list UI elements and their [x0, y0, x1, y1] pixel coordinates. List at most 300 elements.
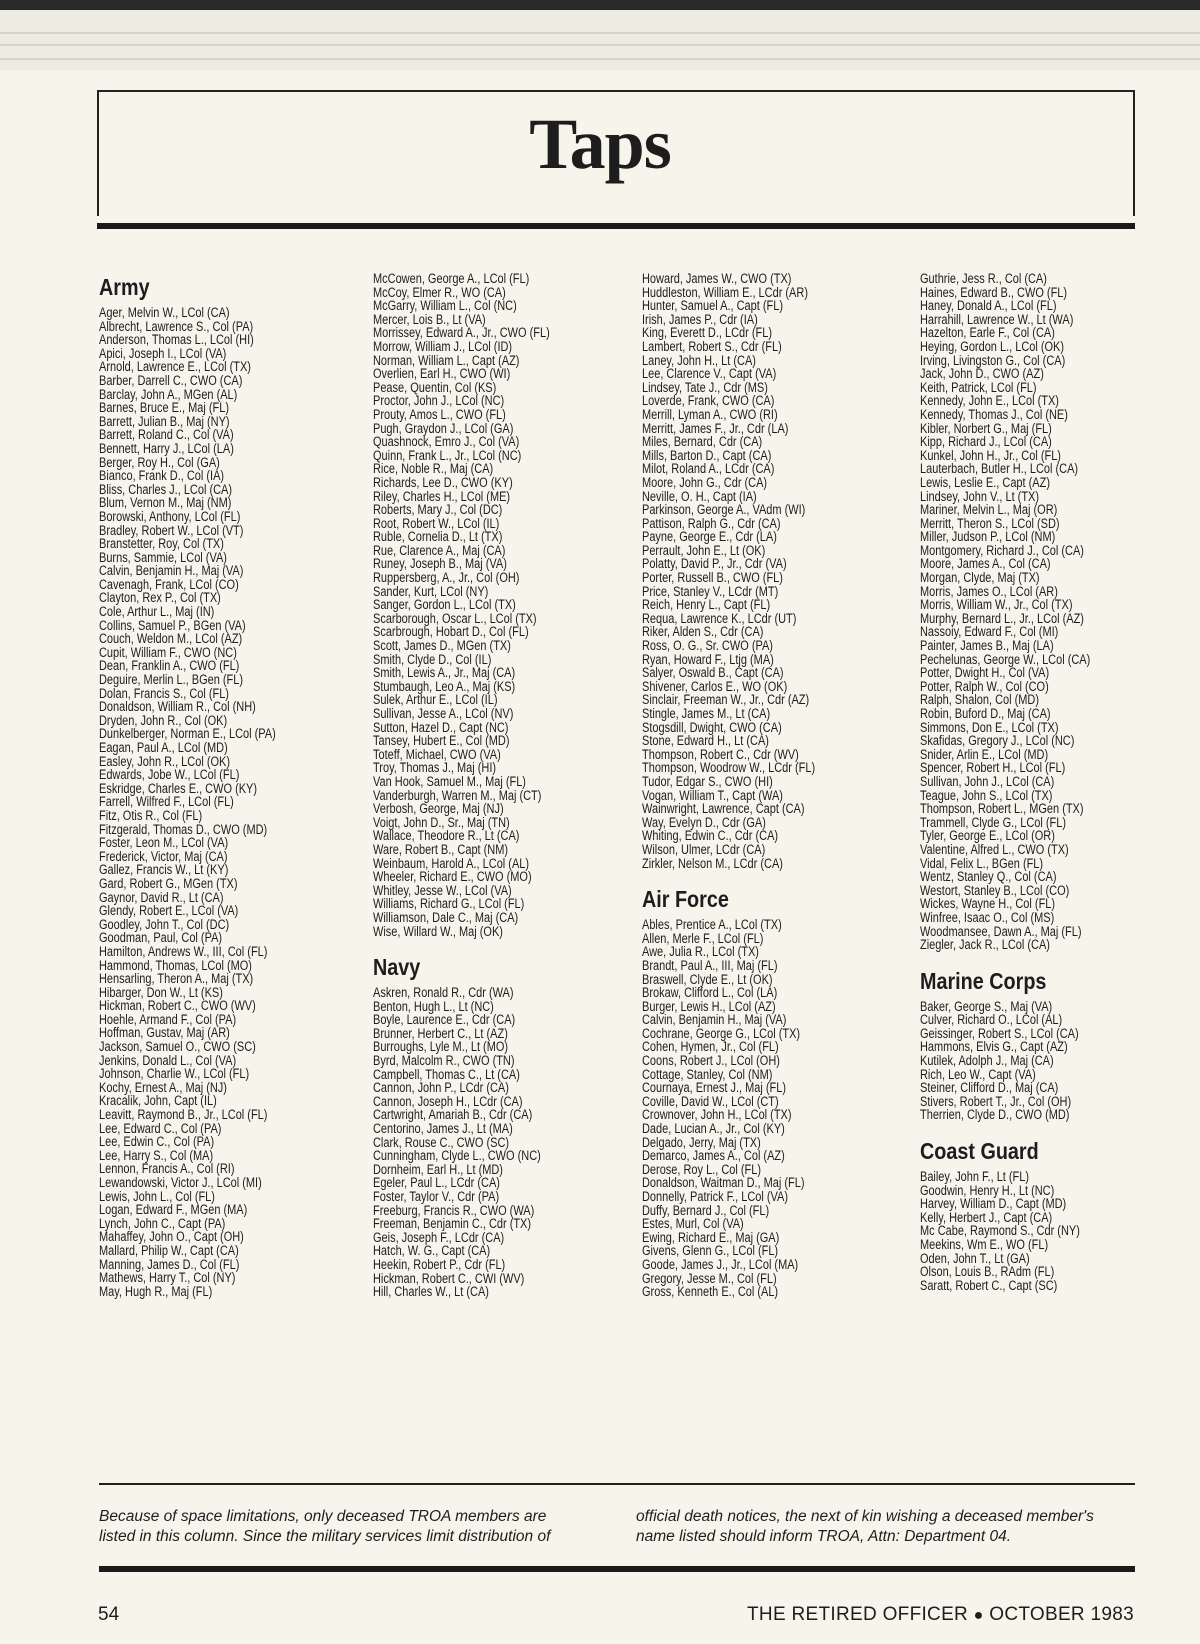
list-item: Dade, Lucian A., Jr., Col (KY)	[642, 1121, 785, 1137]
list-item: Harvey, William D., Capt (MD)	[920, 1196, 1067, 1212]
list-item: Meekins, Wm E., WO (FL)	[920, 1237, 1049, 1252]
list-item: Burger, Lewis H., LCol (AZ)	[642, 998, 776, 1014]
list-item: Ruppersberg, A., Jr., Col (OH)	[373, 570, 520, 586]
list-item: Porter, Russell B., CWO (FL)	[642, 570, 783, 586]
list-item: Eagan, Paul A., LCol (MD)	[99, 740, 228, 755]
list-item: Tyler, George E., LCol (OR)	[920, 828, 1055, 844]
list-item: Polatty, David P., Jr., Cdr (VA)	[642, 556, 787, 572]
list-item: Morrissey, Edward A., Jr., CWO (FL)	[373, 325, 550, 341]
list-item: Gard, Robert G., MGen (TX)	[99, 875, 238, 891]
list-item: Haney, Donald A., LCol (FL)	[920, 298, 1057, 314]
list-item: Cartwright, Amariah B., Cdr (CA)	[373, 1107, 533, 1123]
air-force-list-part-2	[920, 272, 1175, 952]
page-number: 54	[98, 1604, 120, 1625]
page-title: Taps	[529, 104, 671, 184]
list-item: Frederick, Victor, Maj (CA)	[99, 848, 228, 864]
bullet-separator: ●	[973, 1607, 984, 1624]
list-item: Stingle, James M., Lt (CA)	[642, 706, 771, 721]
list-item: Goodman, Paul, Col (PA)	[99, 930, 223, 946]
list-item: Cohen, Hymen, Jr., Col (FL)	[642, 1039, 779, 1055]
list-item: McCoy, Elmer R., WO (CA)	[373, 284, 506, 300]
list-item: Hamilton, Andrews W., III, Col (FL)	[99, 943, 268, 959]
list-item: Logan, Edward F., MGen (MA)	[99, 1202, 248, 1218]
list-item: Hibarger, Don W., Lt (KS)	[99, 984, 223, 1000]
list-item: Farrell, Wilfred F., LCol (FL)	[99, 794, 234, 810]
list-item: Cournaya, Ernest J., Maj (FL)	[642, 1080, 787, 1096]
list-item: Lee, Harry S., Col (MA)	[99, 1147, 214, 1163]
list-item: Scott, James D., MGen (TX)	[373, 638, 511, 654]
section-heading-coast-guard: Coast Guard	[920, 1138, 1039, 1165]
list-item: McCowen, George A., LCol (FL)	[373, 271, 530, 286]
list-item: Coons, Robert J., LCol (OH)	[642, 1053, 780, 1069]
list-item: Dornheim, Earl H., Lt (MD)	[373, 1161, 503, 1177]
issue-date: OCTOBER 1983	[989, 1604, 1134, 1625]
list-item: Cole, Arthur L., Maj (IN)	[99, 604, 215, 620]
list-item: Hoehle, Armand F., Col (PA)	[99, 1011, 237, 1027]
list-item: Kochy, Ernest A., Maj (NJ)	[99, 1079, 227, 1095]
list-item: Voigt, John D., Sr., Maj (TN)	[373, 814, 510, 830]
list-item: Painter, James B., Maj (LA)	[920, 638, 1054, 654]
list-item: Clayton, Rex P., Col (TX)	[99, 590, 221, 606]
list-item: Saratt, Robert C., Capt (SC)	[920, 1277, 1058, 1293]
list-item: Thompson, Woodrow W., LCdr (FL)	[642, 760, 816, 776]
list-item: Pease, Quentin, Col (KS)	[373, 379, 497, 395]
list-item: Deguire, Merlin L., BGen (FL)	[99, 672, 244, 688]
list-item: Anderson, Thomas L., LCol (HI)	[99, 332, 254, 348]
list-item: Teague, John S., LCol (TX)	[920, 787, 1053, 803]
list-item: Jackson, Samuel O., CWO (SC)	[99, 1039, 256, 1055]
footnote-right-line-1: official death notices, the next of kin wishing a deceased member's	[636, 1508, 1094, 1525]
list-item: Lindsey, John V., Lt (TX)	[920, 488, 1040, 504]
list-item: Runey, Joseph B., Maj (VA)	[373, 556, 507, 572]
list-item: Steiner, Clifford D., Maj (CA)	[920, 1080, 1059, 1096]
list-item: Lennon, Francis A., Col (RI)	[99, 1161, 235, 1177]
list-item: Neville, O. H., Capt (IA)	[642, 488, 757, 504]
section-gap	[920, 952, 1175, 966]
list-item: Nassoiy, Edward F., Col (MI)	[920, 624, 1059, 640]
list-item: Mahaffey, John O., Capt (OH)	[99, 1229, 244, 1245]
list-item: Thompson, Robert C., Cdr (WV)	[642, 746, 799, 762]
list-item: Whitley, Jesse W., LCol (VA)	[373, 882, 512, 898]
list-item: Rich, Leo W., Capt (VA)	[920, 1066, 1036, 1082]
list-item: Campbell, Thomas C., Lt (CA)	[373, 1066, 520, 1082]
list-item: Roberts, Mary J., Col (DC)	[373, 502, 503, 518]
section-heading-marine-corps: Marine Corps	[920, 967, 1047, 994]
list-item: Sullivan, John J., LCol (CA)	[920, 773, 1055, 789]
list-item: Snider, Arlin E., LCol (MD)	[920, 746, 1049, 762]
list-item: Braswell, Clyde E., Lt (OK)	[642, 971, 773, 987]
list-item: Cottage, Stanley, Col (NM)	[642, 1066, 773, 1082]
list-item: Vanderburgh, Warren M., Maj (CT)	[373, 787, 542, 803]
list-item: Sander, Kurt, LCol (NY)	[373, 583, 489, 599]
list-item: Weinbaum, Harold A., LCol (AL)	[373, 855, 530, 871]
footnote-right	[636, 1507, 1131, 1547]
column-4	[920, 272, 1175, 1292]
list-item: Egeler, Paul L., LCdr (CA)	[373, 1175, 500, 1191]
list-item: Payne, George E., Cdr (LA)	[642, 529, 777, 545]
list-item: Whiting, Edwin C., Cdr (CA)	[642, 828, 779, 844]
list-item: Burns, Sammie, LCol (VA)	[99, 549, 227, 565]
list-item: Derose, Roy L., Col (FL)	[642, 1161, 761, 1177]
list-item: Lewandowski, Victor J., LCol (MI)	[99, 1175, 262, 1190]
list-item: Huddleston, William E., LCdr (AR)	[642, 284, 808, 300]
list-item: Tudor, Edgar S., CWO (HI)	[642, 773, 773, 789]
list-item: Vogan, William T., Capt (WA)	[642, 787, 783, 803]
list-item: Merritt, James F., Jr., Cdr (LA)	[642, 420, 789, 436]
list-item: Mercer, Lois B., Lt (VA)	[373, 311, 486, 327]
list-item: Brandt, Paul A., III, Maj (FL)	[642, 957, 778, 973]
list-item: Brokaw, Clifford L., Col (LA)	[642, 985, 778, 1001]
list-item: Ewing, Richard E., Maj (GA)	[642, 1229, 780, 1245]
list-item: Bliss, Charles J., LCol (CA)	[99, 481, 233, 497]
coast-guard-list	[920, 1170, 1175, 1292]
list-item: Prouty, Amos L., CWO (FL)	[373, 406, 506, 422]
list-item: Proctor, John J., LCol (NC)	[373, 393, 505, 409]
list-item: Morris, William W., Jr., Col (TX)	[920, 597, 1073, 613]
list-item: Easley, John R., LCol (OK)	[99, 753, 231, 769]
list-item: King, Everett D., LCdr (FL)	[642, 325, 772, 341]
list-item: Gaynor, David R., Lt (CA)	[99, 889, 224, 905]
list-item: Salyer, Oswald B., Capt (CA)	[642, 665, 784, 681]
list-item: Lee, Edward C., Col (PA)	[99, 1120, 222, 1136]
list-item: Irish, James P., Cdr (IA)	[642, 311, 758, 327]
list-item: Ware, Robert B., Capt (NM)	[373, 841, 509, 857]
list-item: Hatch, W. G., Capt (CA)	[373, 1243, 491, 1259]
list-item: Geissinger, Robert S., LCol (CA)	[920, 1025, 1079, 1041]
list-item: Blum, Vernon M., Maj (NM)	[99, 495, 232, 511]
list-item: Smith, Lewis A., Jr., Maj (CA)	[373, 665, 516, 681]
list-item: Spencer, Robert H., LCol (FL)	[920, 760, 1066, 776]
list-item: Heekin, Robert P., Cdr (FL)	[373, 1256, 506, 1272]
list-item: Pugh, Graydon J., LCol (GA)	[373, 420, 514, 436]
list-item: Kracalik, John, Capt (IL)	[99, 1093, 217, 1109]
list-item: Duffy, Bernard J., Col (FL)	[642, 1202, 770, 1218]
list-item: Freeman, Benjamin C., Cdr (TX)	[373, 1216, 532, 1232]
list-item: Lee, Clarence V., Capt (VA)	[642, 366, 777, 382]
list-item: Leavitt, Raymond B., Jr., LCol (FL)	[99, 1107, 268, 1123]
list-item: Barrett, Julian B., Maj (NY)	[99, 413, 230, 429]
list-item: Donaldson, Waitman D., Maj (FL)	[642, 1175, 805, 1191]
list-item: Montgomery, Richard J., Col (CA)	[920, 542, 1084, 558]
list-item: Foster, Leon M., LCol (VA)	[99, 835, 229, 851]
list-item: Cavenagh, Frank, LCol (CO)	[99, 576, 239, 592]
army-list-part-1	[99, 306, 354, 1298]
list-item: Brunner, Herbert C., Lt (AZ)	[373, 1025, 508, 1041]
list-item: Sulek, Arthur E., LCol (IL)	[373, 692, 498, 708]
list-item: Wilson, Ulmer, LCdr (CA)	[642, 841, 766, 857]
list-item: Kennedy, John E., LCol (TX)	[920, 393, 1059, 409]
navy-list-part-1	[373, 986, 628, 1299]
list-item: Byrd, Malcolm R., CWO (TN)	[373, 1053, 515, 1069]
list-item: May, Hugh R., Maj (FL)	[99, 1283, 213, 1299]
list-item: Lynch, John C., Capt (PA)	[99, 1215, 226, 1231]
list-item: Ziegler, Jack R., LCol (CA)	[920, 937, 1050, 953]
list-item: Glendy, Robert E., LCol (VA)	[99, 903, 239, 919]
list-item: Miller, Judson P., LCol (NM)	[920, 529, 1056, 545]
list-item: Riker, Alden S., Cdr (CA)	[642, 624, 764, 640]
list-item: Reich, Henry L., Capt (FL)	[642, 597, 771, 613]
list-item: Westort, Stanley B., LCol (CO)	[920, 882, 1070, 898]
list-item: Hickman, Robert C., CWO (WV)	[99, 998, 256, 1014]
list-item: Allen, Merle F., LCol (FL)	[642, 930, 764, 946]
list-item: Freeburg, Francis R., CWO (WA)	[373, 1202, 535, 1218]
list-item: Perrault, John E., Lt (OK)	[642, 542, 766, 558]
list-item: Price, Stanley V., LCdr (MT)	[642, 583, 779, 599]
list-item: Cannon, Joseph H., LCdr (CA)	[373, 1093, 523, 1109]
list-item: Oden, John T., Lt (GA)	[920, 1250, 1030, 1266]
list-item: Smith, Clyde D., Col (IL)	[373, 651, 492, 667]
list-item: Zirkler, Nelson M., LCdr (CA)	[642, 855, 783, 871]
list-item: Vidal, Felix L., BGen (FL)	[920, 855, 1044, 871]
list-item: Therrien, Clyde D., CWO (MD)	[920, 1107, 1070, 1123]
list-item: Gregory, Jesse M., Col (FL)	[642, 1270, 777, 1286]
list-item: Stumbaugh, Leo A., Maj (KS)	[373, 678, 516, 694]
list-item: Branstetter, Roy, Col (TX)	[99, 536, 224, 552]
list-item: Ralph, Shalon, Col (MD)	[920, 692, 1040, 708]
column-2	[373, 272, 628, 1299]
list-item: Tansey, Hubert E., Col (MD)	[373, 733, 510, 749]
list-item: Goodwin, Henry H., Lt (NC)	[920, 1182, 1055, 1198]
list-item: Cupit, William F., CWO (NC)	[99, 644, 237, 660]
list-item: Wentz, Stanley Q., Col (CA)	[920, 869, 1057, 885]
list-item: Howard, James W., CWO (TX)	[642, 271, 792, 286]
list-item: Parkinson, George A., VAdm (WI)	[642, 502, 806, 518]
list-item: Verbosh, George, Maj (NJ)	[373, 801, 504, 817]
list-item: Dean, Franklin A., CWO (FL)	[99, 658, 240, 674]
list-item: Murphy, Bernard L., Jr., LCol (AZ)	[920, 610, 1084, 626]
list-item: Pechelunas, George W., LCol (CA)	[920, 651, 1091, 667]
list-item: Mills, Barton D., Capt (CA)	[642, 447, 772, 463]
list-item: Morris, James O., LCol (AR)	[920, 583, 1058, 599]
list-item: Mallard, Philip W., Capt (CA)	[99, 1242, 239, 1258]
list-item: Woodmansee, Dawn A., Maj (FL)	[920, 923, 1082, 939]
section-heading-navy: Navy	[373, 954, 421, 981]
list-item: Ross, O. G., Sr. CWO (PA)	[642, 638, 773, 654]
list-item: Hickman, Robert C., CWI (WV)	[373, 1270, 525, 1286]
list-item: Troy, Thomas J., Maj (HI)	[373, 760, 497, 776]
list-item: Bianco, Frank D., Col (IA)	[99, 468, 225, 484]
list-item: Milot, Roland A., LCdr (CA)	[642, 461, 775, 477]
list-item: Lewis, Leslie E., Capt (AZ)	[920, 474, 1050, 490]
list-item: Calvin, Benjamin H., Maj (VA)	[642, 1012, 787, 1028]
list-item: Barrett, Roland C., Col (VA)	[99, 427, 234, 443]
list-item: Cannon, John P., LCdr (CA)	[373, 1080, 509, 1096]
list-item: Overlien, Earl H., CWO (WI)	[373, 366, 511, 382]
list-item: Shivener, Carlos E., WO (OK)	[642, 678, 788, 694]
list-item: Ruble, Cornelia D., Lt (TX)	[373, 529, 503, 545]
scan-top-shadow	[0, 0, 1200, 10]
scan-streak	[0, 44, 1200, 46]
column-3	[642, 272, 897, 1299]
list-item: Kibler, Norbert G., Maj (FL)	[920, 420, 1052, 436]
list-item: Dunkelberger, Norman E., LCol (PA)	[99, 726, 276, 742]
list-item: Norman, William L., Capt (AZ)	[373, 352, 520, 368]
list-item: Merritt, Theron S., LCol (SD)	[920, 515, 1060, 531]
list-item: Berger, Roy H., Col (GA)	[99, 454, 220, 470]
list-item: Sinclair, Freeman W., Jr., Cdr (AZ)	[642, 692, 810, 708]
list-item: Quinn, Frank L., Jr., LCol (NC)	[373, 447, 522, 463]
footnote-rule-bottom	[99, 1566, 1135, 1572]
publication-name: THE RETIRED OFFICER	[747, 1604, 969, 1625]
army-list-part-2	[373, 272, 628, 938]
list-item: Hammond, Thomas, LCol (MO)	[99, 957, 252, 973]
list-item: Way, Evelyn D., Cdr (GA)	[642, 814, 766, 830]
list-item: Ager, Melvin W., LCol (CA)	[99, 305, 230, 320]
list-item: Winfree, Isaac O., Col (MS)	[920, 909, 1055, 925]
list-item: Hammons, Elvis G., Capt (AZ)	[920, 1039, 1068, 1055]
list-item: Moore, James A., Col (CA)	[920, 556, 1051, 572]
list-item: Hoffman, Gustav, Maj (AR)	[99, 1025, 230, 1041]
list-item: Kennedy, Thomas J., Col (NE)	[920, 406, 1068, 422]
list-item: Bailey, John F., Lt (FL)	[920, 1169, 1030, 1185]
list-item: Baker, George S., Maj (VA)	[920, 998, 1053, 1014]
list-item: Van Hook, Samuel M., Maj (FL)	[373, 773, 526, 789]
list-item: Bradley, Robert W., LCol (VT)	[99, 522, 244, 538]
list-item: Sutton, Hazel D., Capt (NC)	[373, 719, 509, 735]
list-item: Potter, Dwight H., Col (VA)	[920, 665, 1050, 681]
list-item: Wise, Willard W., Maj (OK)	[373, 923, 503, 939]
list-item: Root, Robert W., LCol (IL)	[373, 515, 500, 531]
list-item: Merrill, Lyman A., CWO (RI)	[642, 406, 778, 422]
list-item: Collins, Samuel P., BGen (VA)	[99, 617, 246, 633]
list-item: Morrow, William J., LCol (ID)	[373, 338, 513, 354]
list-item: Barclay, John A., MGen (AL)	[99, 386, 238, 402]
list-item: Hensarling, Theron A., Maj (TX)	[99, 971, 254, 987]
list-item: Wheeler, Richard E., CWO (MO)	[373, 869, 532, 885]
section-gap	[642, 870, 897, 884]
list-item: Kipp, Richard J., LCol (CA)	[920, 434, 1052, 450]
list-item: Harrahill, Lawrence W., Lt (WA)	[920, 311, 1074, 327]
air-force-list-part-1	[642, 918, 897, 1299]
list-item: Olson, Louis B., RAdm (FL)	[920, 1264, 1055, 1280]
list-item: Williams, Richard G., LCol (FL)	[373, 896, 525, 912]
list-item: Moore, John G., Cdr (CA)	[642, 474, 768, 490]
navy-list-part-2	[642, 272, 897, 870]
list-item: Kutilek, Adolph J., Maj (CA)	[920, 1053, 1054, 1069]
list-item: Trammell, Clyde G., LCol (FL)	[920, 814, 1067, 830]
marine-corps-list	[920, 1000, 1175, 1122]
list-item: Stone, Edward H., Lt (CA)	[642, 733, 769, 749]
list-item: Keith, Patrick, LCol (FL)	[920, 379, 1037, 395]
list-item: Potter, Ralph W., Col (CO)	[920, 678, 1049, 694]
list-item: Lewis, John L., Col (FL)	[99, 1188, 215, 1204]
list-item: Lee, Edwin C., Col (PA)	[99, 1134, 215, 1150]
list-item: Morgan, Clyde, Maj (TX)	[920, 570, 1040, 586]
list-item: Scarborough, Oscar L., LCol (TX)	[373, 610, 537, 626]
list-item: Demarco, James A., Col (AZ)	[642, 1148, 785, 1164]
running-footer	[747, 1604, 1134, 1626]
list-item: Wallace, Theodore R., Lt (CA)	[373, 828, 520, 844]
scan-streak	[0, 58, 1200, 60]
list-item: Toteff, Michael, CWO (VA)	[373, 746, 501, 762]
section-gap	[373, 938, 628, 952]
list-item: Coville, David W., LCol (CT)	[642, 1093, 779, 1109]
list-item: Guthrie, Jess R., Col (CA)	[920, 271, 1047, 286]
list-item: Richards, Lee D., CWO (KY)	[373, 474, 513, 490]
list-item: Mc Cabe, Raymond S., Cdr (NY)	[920, 1223, 1080, 1239]
list-item: Miles, Bernard, Cdr (CA)	[642, 434, 763, 450]
list-item: Edwards, Jobe W., LCol (FL)	[99, 767, 240, 783]
list-item: Cunningham, Clyde L., CWO (NC)	[373, 1148, 541, 1164]
list-item: Barnes, Bruce E., Maj (FL)	[99, 400, 229, 416]
list-item: Haines, Edward B., CWO (FL)	[920, 284, 1068, 300]
list-item: Kunkel, John H., Jr., Col (FL)	[920, 447, 1061, 463]
list-item: Wickes, Wayne H., Col (FL)	[920, 896, 1056, 912]
list-item: Apici, Joseph I., LCol (VA)	[99, 345, 227, 361]
section-heading-army: Army	[99, 274, 150, 300]
list-item: Simmons, Don E., LCol (TX)	[920, 719, 1059, 735]
list-item: Lambert, Robert S., Cdr (FL)	[642, 338, 782, 354]
list-item: Lindsey, Tate J., Cdr (MS)	[642, 379, 768, 395]
footnote-right-line-2: name listed should inform TROA, Attn: Department 04.	[636, 1528, 1012, 1545]
list-item: Dolan, Francis S., Col (FL)	[99, 685, 229, 701]
list-item: Kelly, Herbert J., Capt (CA)	[920, 1209, 1053, 1225]
list-item: Dryden, John R., Col (OK)	[99, 712, 228, 728]
list-item: Crownover, John H., LCol (TX)	[642, 1107, 792, 1123]
list-item: Rue, Clarence A., Maj (CA)	[373, 542, 506, 558]
list-item: Boyle, Laurence E., Cdr (CA)	[373, 1012, 516, 1028]
list-item: Wainwright, Lawrence, Capt (CA)	[642, 801, 805, 817]
list-item: Jenkins, Donald L., Col (VA)	[99, 1052, 237, 1068]
list-item: Borowski, Anthony, LCol (FL)	[99, 508, 241, 524]
footnote-rule-top	[99, 1483, 1135, 1485]
section-heading-air-force: Air Force	[642, 886, 729, 913]
list-item: Cochrane, George G., LCol (TX)	[642, 1025, 801, 1041]
list-item: Calvin, Benjamin H., Maj (VA)	[99, 563, 244, 579]
list-item: Scarbrough, Hobart D., Col (FL)	[373, 624, 529, 640]
list-item: Robin, Buford D., Maj (CA)	[920, 706, 1051, 721]
list-item: Quashnock, Emro J., Col (VA)	[373, 434, 520, 450]
footnote-left-line-1: Because of space limitations, only deceased TROA members are	[99, 1508, 547, 1525]
list-item: Gallez, Francis W., Lt (KY)	[99, 862, 229, 878]
list-item: Couch, Weldon M., LCol (AZ)	[99, 631, 243, 647]
list-item: Albrecht, Lawrence S., Col (PA)	[99, 318, 254, 334]
list-item: Goode, James J., Jr., LCol (MA)	[642, 1256, 799, 1272]
list-item: Hunter, Samuel A., Capt (FL)	[642, 298, 783, 314]
list-item: Ables, Prentice A., LCol (TX)	[642, 917, 782, 933]
list-item: Stivers, Robert T., Jr., Col (OH)	[920, 1093, 1072, 1109]
list-item: Manning, James D., Col (FL)	[99, 1256, 240, 1272]
footnote-left-line-2: listed in this column. Since the military services limit distribution of	[99, 1528, 551, 1545]
scan-top-band	[0, 10, 1200, 70]
list-item: Donnelly, Patrick F., LCol (VA)	[642, 1189, 789, 1204]
list-item: Arnold, Lawrence E., LCol (TX)	[99, 359, 251, 375]
column-1	[99, 272, 354, 1298]
list-item: Skafidas, Gregory J., LCol (NC)	[920, 733, 1075, 749]
list-item: Foster, Taylor V., Cdr (PA)	[373, 1189, 500, 1204]
list-item: Rice, Noble R., Maj (CA)	[373, 461, 494, 477]
footnote-left	[99, 1507, 594, 1547]
list-item: Goodley, John T., Col (DC)	[99, 916, 230, 932]
list-item: Burroughs, Lyle M., Lt (MO)	[373, 1039, 509, 1055]
list-item: Benton, Hugh L., Lt (NC)	[373, 998, 494, 1014]
list-item: Culver, Richard O., LCol (AL)	[920, 1012, 1063, 1028]
list-item: Stogsdill, Dwight, CWO (CA)	[642, 719, 782, 735]
list-item: Johnson, Charlie W., LCol (FL)	[99, 1066, 250, 1082]
list-item: Geis, Joseph F., LCdr (CA)	[373, 1229, 505, 1245]
list-item: Centorino, James J., Lt (MA)	[373, 1121, 513, 1137]
list-item: Requa, Lawrence K., LCdr (UT)	[642, 610, 797, 626]
list-item: Lauterbach, Butler H., LCol (CA)	[920, 461, 1079, 477]
list-item: Loverde, Frank, CWO (CA)	[642, 393, 775, 409]
list-item: Givens, Glenn G., LCol (FL)	[642, 1243, 779, 1259]
list-item: Awe, Julia R., LCol (TX)	[642, 944, 759, 960]
list-item: Sullivan, Jesse A., LCol (NV)	[373, 706, 514, 721]
list-item: Thompson, Robert L., MGen (TX)	[920, 801, 1084, 817]
list-item: Delgado, Jerry, Maj (TX)	[642, 1134, 761, 1150]
list-item: Mathews, Harry T., Col (NY)	[99, 1270, 236, 1286]
list-item: Irving, Livingston G., Col (CA)	[920, 352, 1066, 368]
